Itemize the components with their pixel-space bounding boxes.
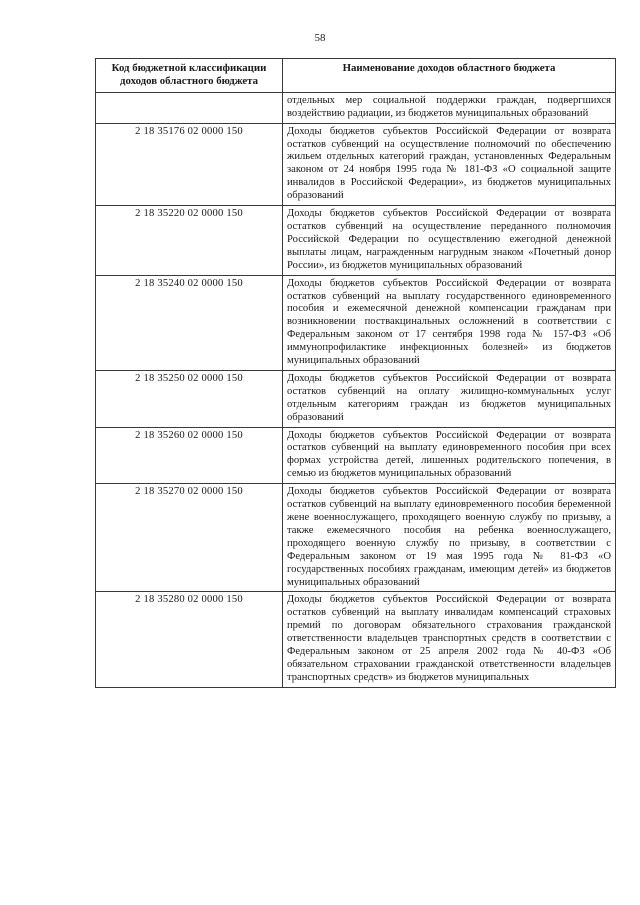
row-name: Доходы бюджетов субъектов Российской Федерации от возврата остатков субвенций на выплату единовременного пособия при всех формах устройства детей, лишенных родительского попечения, в семью из бюджетов муниципальных образований [283,427,616,484]
row-code [96,92,283,123]
table-header-row [96,59,616,93]
row-code: 2 18 35250 02 0000 150 [96,370,283,427]
header-code: Код бюджетной классификации доходов областного бюджета [96,59,283,93]
table-row [96,484,616,592]
row-code: 2 18 35176 02 0000 150 [96,123,283,205]
page-number: 58 [314,32,326,44]
row-name: Доходы бюджетов субъектов Российской Федерации от возврата остатков субвенций на осуществление полномочий по обеспечению жильем отдельных категорий граждан, установленных Федеральным законом от 24 ноября 1995 года № 181-ФЗ «О социальной защите инвалидов в Российской Федерации», из бюджетов муниципальных образований [283,123,616,205]
row-name: Доходы бюджетов субъектов Российской Федерации от возврата остатков субвенций на выплату единовременного пособия беременной жене военнослужащего, проходящего военную службу по призыву, а также ежемесячного пособия на ребенка военнослужащего, проходящего военную службу по призыву, в соответствии с Федеральным законом от 19 мая 1995 года № 81-ФЗ «О государственных пособиях гражданам, имеющим детей» из бюджетов муниципальных образований [283,484,616,592]
row-name: Доходы бюджетов субъектов Российской Федерации от возврата остатков субвенций на осуществление переданного полномочия Российской Федерации по осуществлению ежегодной денежной выплаты лицам, награжденным нагрудным знаком «Почетный донор России», из бюджетов муниципальных образований [283,206,616,276]
row-code: 2 18 35270 02 0000 150 [96,484,283,592]
table-row [96,592,616,687]
row-name: отдельных мер социальной поддержки граждан, подвергшихся воздействию радиации, из бюджетов муниципальных образований [283,92,616,123]
row-code: 2 18 35260 02 0000 150 [96,427,283,484]
table-row [96,92,616,123]
table-row [96,427,616,484]
table-row [96,370,616,427]
row-name: Доходы бюджетов субъектов Российской Федерации от возврата остатков субвенций на выплату инвалидам компенсаций страховых премий по договорам обязательного страхования гражданской ответственности владельцев транспортных средств в соответствии с Федеральным законом от 25 апреля 2002 года № 40-ФЗ «Об обязательном страховании гражданской ответственности владельцев транспортных средств» из бюджетов муниципальных [283,592,616,687]
budget-income-table [95,58,616,688]
row-name: Доходы бюджетов субъектов Российской Федерации от возврата остатков субвенций на оплату жилищно-коммунальных услуг отдельным категориям граждан из бюджетов муниципальных образований [283,370,616,427]
table-row [96,123,616,205]
row-code: 2 18 35240 02 0000 150 [96,275,283,370]
row-name: Доходы бюджетов субъектов Российской Федерации от возврата остатков субвенций на выплату государственного единовременного пособия и ежемесячной денежной компенсации гражданам при возникновении поствакцинальных осложнений в соответствии с Федеральным законом от 17 сентября 1998 года № 157-ФЗ «Об иммунопрофилактике инфекционных болезней» из бюджетов муниципальных образований [283,275,616,370]
table-row [96,206,616,276]
header-name: Наименование доходов областного бюджета [283,59,616,93]
table-row [96,275,616,370]
row-code: 2 18 35220 02 0000 150 [96,206,283,276]
row-code: 2 18 35280 02 0000 150 [96,592,283,687]
